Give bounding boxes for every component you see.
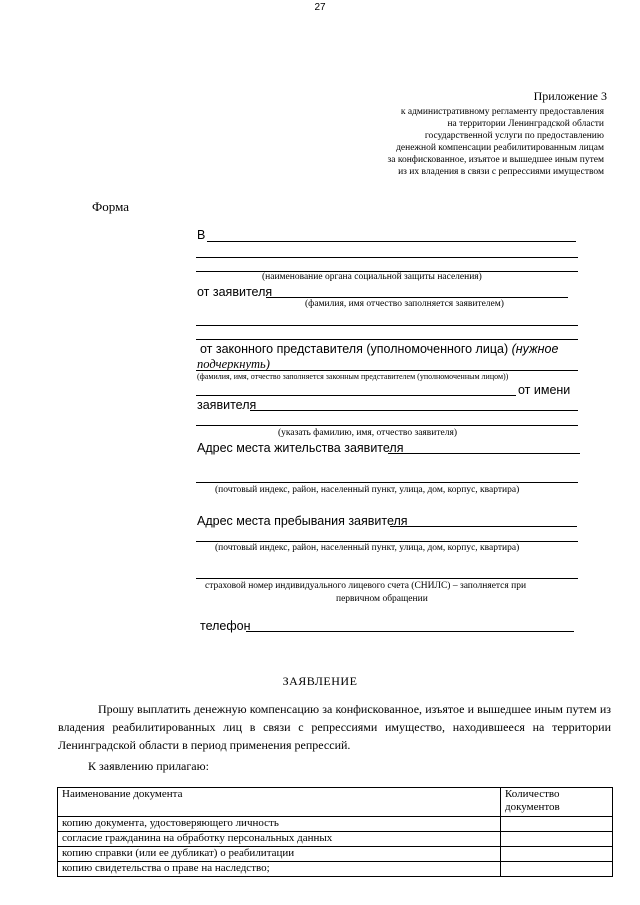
stay-field-line[interactable] xyxy=(390,526,577,527)
organ-field-line[interactable] xyxy=(207,241,576,242)
organ-field-line-2[interactable] xyxy=(196,257,578,258)
to-label: В xyxy=(197,228,206,242)
statement-title: ЗАЯВЛЕНИЕ xyxy=(282,674,358,688)
organ-caption: (наименование органа социальной защиты населения) xyxy=(262,272,482,282)
representative-name-line[interactable] xyxy=(196,395,516,396)
phone-label: телефон xyxy=(200,619,251,633)
snils-caption: страховой номер индивидуального лицевого счета (СНИЛС) – заполняется при xyxy=(205,581,527,591)
stay-caption: (почтовый индекс, район, населенный пункт, улица, дом, корпус, квартира) xyxy=(215,543,520,553)
appendix-line: из их владения в связи с репрессиями имуществом xyxy=(398,167,604,177)
stay-field-line-2[interactable] xyxy=(196,541,578,542)
header-document-count: Количество документов xyxy=(501,788,613,817)
representative-caption: (фамилия, имя, отчество заполняется законным представителем (уполномоченным лицом)) xyxy=(197,372,509,381)
form-label: Форма xyxy=(92,199,129,214)
appendix-line: за конфискованное, изъятое и вышедшее иным путем xyxy=(387,155,604,165)
snils-caption-2: первичном обращении xyxy=(336,594,428,604)
applicant-field-line[interactable] xyxy=(266,297,568,298)
header-document-name: Наименование документа xyxy=(58,788,501,817)
table-row xyxy=(58,847,613,862)
appendix-line: государственной услуги по предоставлению xyxy=(424,131,604,141)
table-row xyxy=(58,832,613,847)
table-row xyxy=(58,862,613,877)
appendix-title: Приложение 3 xyxy=(533,89,607,103)
page-number: 27 xyxy=(314,2,326,13)
document-count[interactable] xyxy=(501,862,613,877)
documents-table xyxy=(57,787,613,877)
residence-caption: (почтовый индекс, район, населенный пункт, улица, дом, корпус, квартира) xyxy=(215,485,520,495)
representative-note-2: подчеркнуть) xyxy=(197,357,270,371)
attach-label: К заявлению прилагаю: xyxy=(88,759,209,773)
appendix-line: денежной компенсации реабилитированным лицам xyxy=(396,143,604,153)
phone-field-line[interactable] xyxy=(246,631,574,632)
applicant-name-line-2[interactable] xyxy=(196,425,578,426)
applicant-field-line-3[interactable] xyxy=(196,339,578,340)
document-name: согласие гражданина на обработку персональных данных xyxy=(58,832,501,847)
snils-field-line[interactable] xyxy=(196,578,578,579)
stay-label: Адрес места пребывания заявителя xyxy=(197,514,408,528)
on-behalf-label: от имени xyxy=(518,383,571,397)
residence-field-line-2[interactable] xyxy=(196,482,578,483)
appendix-line: к административному регламенту предоставления xyxy=(400,107,604,117)
applicant-word: заявителя xyxy=(197,398,257,412)
representative-note: (нужное xyxy=(511,342,559,356)
applicant-name-line[interactable] xyxy=(250,410,578,411)
document-count[interactable] xyxy=(501,817,613,832)
applicant-field-line-2[interactable] xyxy=(196,325,578,326)
residence-field-line[interactable] xyxy=(388,453,580,454)
appendix-line: на территории Ленинградской области xyxy=(447,119,604,129)
table-header-row xyxy=(58,788,613,817)
representative-label: от законного представителя (уполномоченного лица) xyxy=(200,342,512,356)
table-row xyxy=(58,817,613,832)
statement-text: Прошу выплатить денежную компенсацию за конфискованное, изъятое и вышедшее иным путем из владения реабилитированных лиц в связи с репрессиями имущество, находившееся на территории Ленинградской области в период применения репрессий. xyxy=(58,702,611,752)
applicant-caption: (фамилия, имя отчество заполняется заявителем) xyxy=(305,299,504,309)
document-name: копию свидетельства о праве на наследство; xyxy=(58,862,501,877)
from-label: от заявителя xyxy=(197,285,273,299)
applicant-name-caption: (указать фамилию, имя, отчество заявителя) xyxy=(278,428,458,438)
document-name: копию справки (или ее дубликат) о реабилитации xyxy=(58,847,501,862)
residence-label: Адрес места жительства заявителя xyxy=(197,441,404,455)
document-name: копию документа, удостоверяющего личность xyxy=(58,817,501,832)
representative-field-line[interactable] xyxy=(196,370,578,371)
document-count[interactable] xyxy=(501,847,613,862)
document-count[interactable] xyxy=(501,832,613,847)
